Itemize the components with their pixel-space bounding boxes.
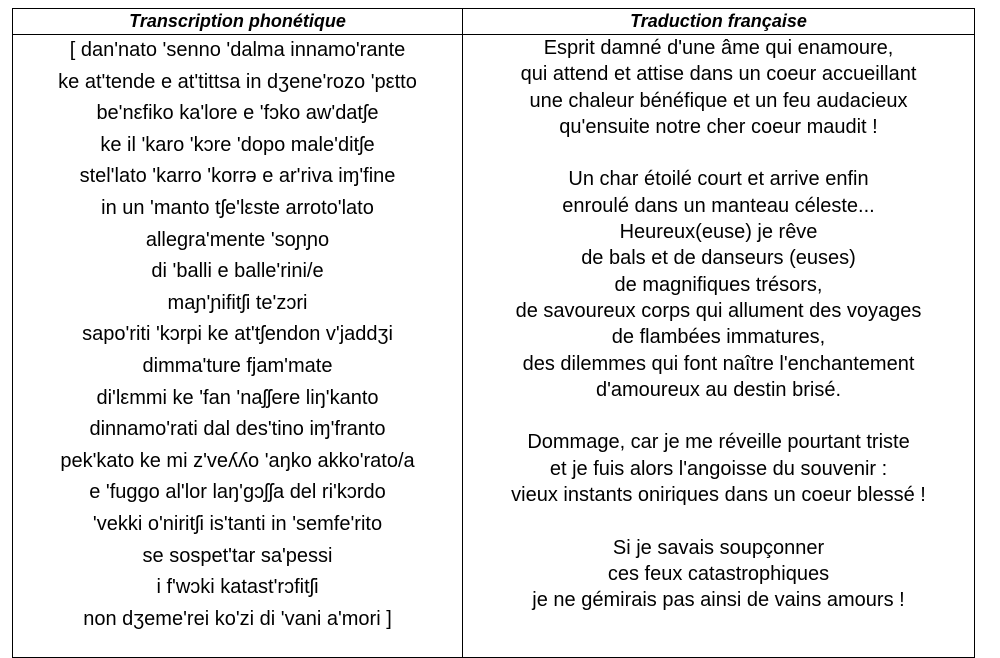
transcription-line: 'vekki o'niritʃi is'tanti in 'semfe'rito <box>92 512 383 535</box>
translation-line: Un char étoilé court et arrive enfin <box>568 168 869 191</box>
transcription-line: di'lεmmi ke 'fan 'naʃʃere liŋ'kanto <box>96 386 379 409</box>
transcription-line: dinnamo'rati dal des'tino iɱ'franto <box>89 418 386 441</box>
transcription-line: e 'fuggo al'lor laŋ'gɔʃʃa del ri'kɔrdo <box>89 481 386 504</box>
content-row <box>13 35 975 658</box>
translation-line: de bals et de danseurs (euses) <box>581 247 856 270</box>
transcription-line: allegra'mente 'soɲɲo <box>145 228 330 251</box>
transcription-line: i f'wɔki katast'rɔfitʃi <box>156 576 319 599</box>
transcription-line: [ dan'nato 'senno 'dalma innamo'rante <box>69 39 406 61</box>
translation-line: des dilemmes qui font naître l'enchantement <box>522 352 915 375</box>
translation-line: une chaleur bénéfique et un feu audacieux <box>529 89 908 112</box>
transcription-line: stel'lato 'karro 'korrə e ar'riva iɱ'fine <box>79 165 396 188</box>
transcription-line: non dʒeme'rei ko'zi di 'vani a'mori ] <box>83 607 392 630</box>
transcription-line: ke at'tende e at'tittsa in dʒene'rozo 'pεtto <box>58 70 417 93</box>
translation-line: et je fuis alors l'angoisse du souvenir : <box>549 457 888 480</box>
translation-line: de flambées immatures, <box>611 326 826 349</box>
stanza-break <box>463 403 974 429</box>
transcription-header: Transcription phonétique <box>13 9 463 35</box>
translation-line: ces feux catastrophiques <box>607 562 830 585</box>
transcription-line: ke il 'karo 'kɔre 'dopo male'ditʃe <box>100 133 375 156</box>
translation-line: Esprit damné d'une âme qui enamoure, <box>543 37 894 59</box>
stanza-break <box>463 508 974 534</box>
transcription-line: be'nεfiko ka'lore e 'fɔko aw'datʃe <box>96 102 379 125</box>
transcription-line: in un 'manto tʃe'lεste arroto'lato <box>101 196 374 219</box>
transcription-line: di 'balli e balle'rini/e <box>151 260 324 283</box>
translation-header: Traduction française <box>463 9 975 35</box>
translation-line: vieux instants oniriques dans un coeur blessé ! <box>511 484 926 507</box>
translation-line: qui attend et attise dans un coeur accueillant <box>520 63 917 86</box>
translation-line: qu'ensuite notre cher coeur maudit ! <box>559 115 878 138</box>
translation-line: enroulé dans un manteau céleste... <box>562 194 875 217</box>
poem-table <box>12 8 975 658</box>
stanza-break <box>463 140 974 166</box>
transcription-line: sapo'riti 'kɔrpi ke at'tʃendon v'jaddʒi <box>82 323 393 346</box>
translation-line: je ne gémirais pas ainsi de vains amours ! <box>532 589 905 612</box>
header-row <box>13 9 975 35</box>
transcription-line: maɲ'ɲifitʃi te'zɔri <box>167 291 308 314</box>
transcription-line: se sospet'tar sa'pessi <box>142 544 333 567</box>
translation-line: de magnifiques trésors, <box>614 273 823 296</box>
transcription-line: pek'kato ke mi z'veʎʎo 'aŋko akko'rato/a <box>60 449 415 472</box>
translation-line: Dommage, car je me réveille pourtant triste <box>527 431 910 454</box>
translation-line: de savoureux corps qui allument des voyages <box>515 299 922 322</box>
transcription-line: dimma'ture fjam'mate <box>142 354 333 377</box>
transcription-cell <box>13 35 463 658</box>
translation-cell <box>463 35 975 658</box>
translation-line: Si je savais soupçonner <box>612 536 825 559</box>
translation-line: Heureux(euse) je rêve <box>619 221 818 244</box>
translation-line: d'amoureux au destin brisé. <box>595 378 842 401</box>
